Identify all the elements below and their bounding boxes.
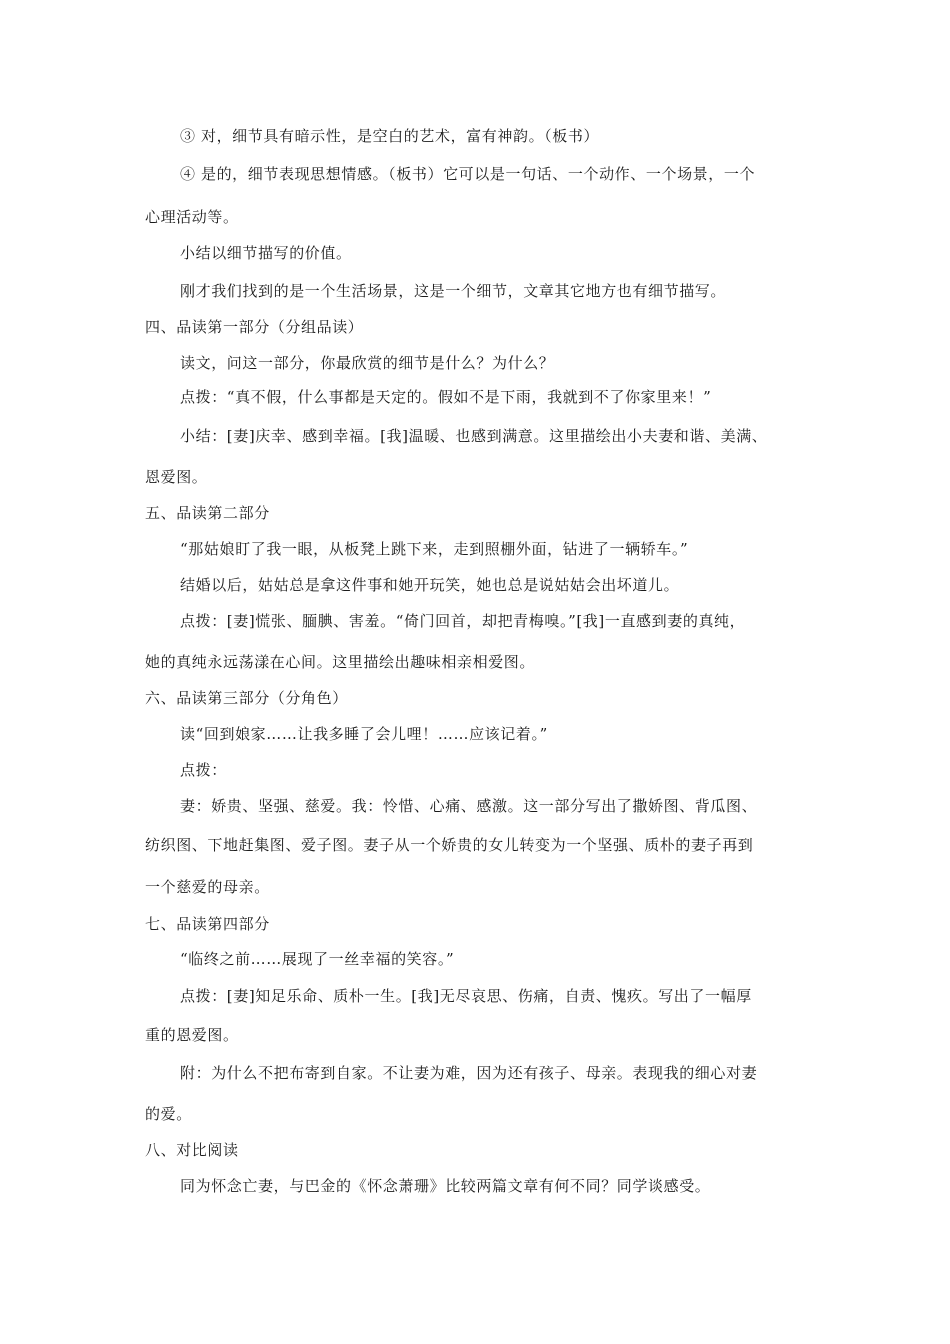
paragraph-wife-me: 妻：娇贵、坚强、慈爱。我：怜惜、心痛、感激。这一部分写出了撒娇图、背瓜图、 <box>180 797 758 815</box>
paragraph-compare: 同为怀念亡妻，与巴金的《怀念萧珊》比较两篇文章有何不同？同学谈感受。 <box>180 1177 711 1195</box>
section-heading-7: 七、品读第四部分 <box>145 915 270 933</box>
paragraph-wife-me-cont: 纺织图、下地赶集图、爱子图。妻子从一个娇贵的女儿转变为一个坚强、质朴的妻子再到 <box>145 836 754 854</box>
paragraph-quote-girl: “那姑娘盯了我一眼，从板凳上跳下来，走到照棚外面，钻进了一辆轿车。” <box>180 540 689 558</box>
section-heading-8: 八、对比阅读 <box>145 1141 239 1159</box>
section-heading-6: 六、品读第三部分（分角色） <box>145 689 348 707</box>
paragraph-quote-death: “临终之前……展现了一丝幸福的笑容。” <box>180 950 455 968</box>
paragraph-appendix-cont: 的爱。 <box>145 1105 192 1123</box>
section-heading-5: 五、品读第二部分 <box>145 504 270 522</box>
paragraph-summary: 小结以细节描写的价值。 <box>180 244 352 262</box>
paragraph-hint-5-cont: 她的真纯永远荡漾在心间。这里描绘出趣味相亲相爱图。 <box>145 653 536 671</box>
paragraph-hint-label: 点拨： <box>180 761 227 779</box>
paragraph-hint-7-cont: 重的恩爱图。 <box>145 1026 239 1044</box>
paragraph-hint-7: 点拨：[妻]知足乐命、质朴一生。[我]无尽哀思、伤痛，自责、愧疚。写出了一幅厚 <box>180 987 752 1005</box>
paragraph-transition: 刚才我们找到的是一个生活场景，这是一个细节，文章其它地方也有细节描写。 <box>180 282 727 300</box>
paragraph-read-question: 读文，问这一部分，你最欣赏的细节是什么？为什么？ <box>180 354 555 372</box>
paragraph-hint-5: 点拨：[妻]慌张、腼腆、害羞。“倚门回首，却把青梅嗅。”[我]一直感到妻的真纯， <box>180 612 746 630</box>
paragraph-point-4: ④ 是的，细节表现思想情感。（板书）它可以是一句话、一个动作、一个场景，一个 <box>180 165 756 183</box>
paragraph-summary-4: 小结：[妻]庆幸、感到幸福。[我]温暖、也感到满意。这里描绘出小夫妻和谐、美满、 <box>180 427 768 445</box>
paragraph-point-3: ③ 对，细节具有暗示性，是空白的艺术，富有神韵。（板书） <box>180 127 600 145</box>
section-heading-4: 四、品读第一部分（分组品读） <box>145 318 364 336</box>
paragraph-point-4-cont: 心理活动等。 <box>145 208 239 226</box>
paragraph-appendix: 附：为什么不把布寄到自家。不让妻为难，因为还有孩子、母亲。表现我的细心对妻 <box>180 1064 758 1082</box>
paragraph-hint-quote: 点拨：“真不假，什么事都是天定的。假如不是下雨，我就到不了你家里来！” <box>180 388 712 406</box>
paragraph-read-6: 读“回到娘家……让我多睡了会儿哩！……应该记着。” <box>180 725 548 743</box>
paragraph-after-marriage: 结婚以后，姑姑总是拿这件事和她开玩笑，她也总是说姑姑会出坏道儿。 <box>180 576 680 594</box>
paragraph-summary-4-cont: 恩爱图。 <box>145 468 208 486</box>
paragraph-wife-me-end: 一个慈爱的母亲。 <box>145 878 270 896</box>
